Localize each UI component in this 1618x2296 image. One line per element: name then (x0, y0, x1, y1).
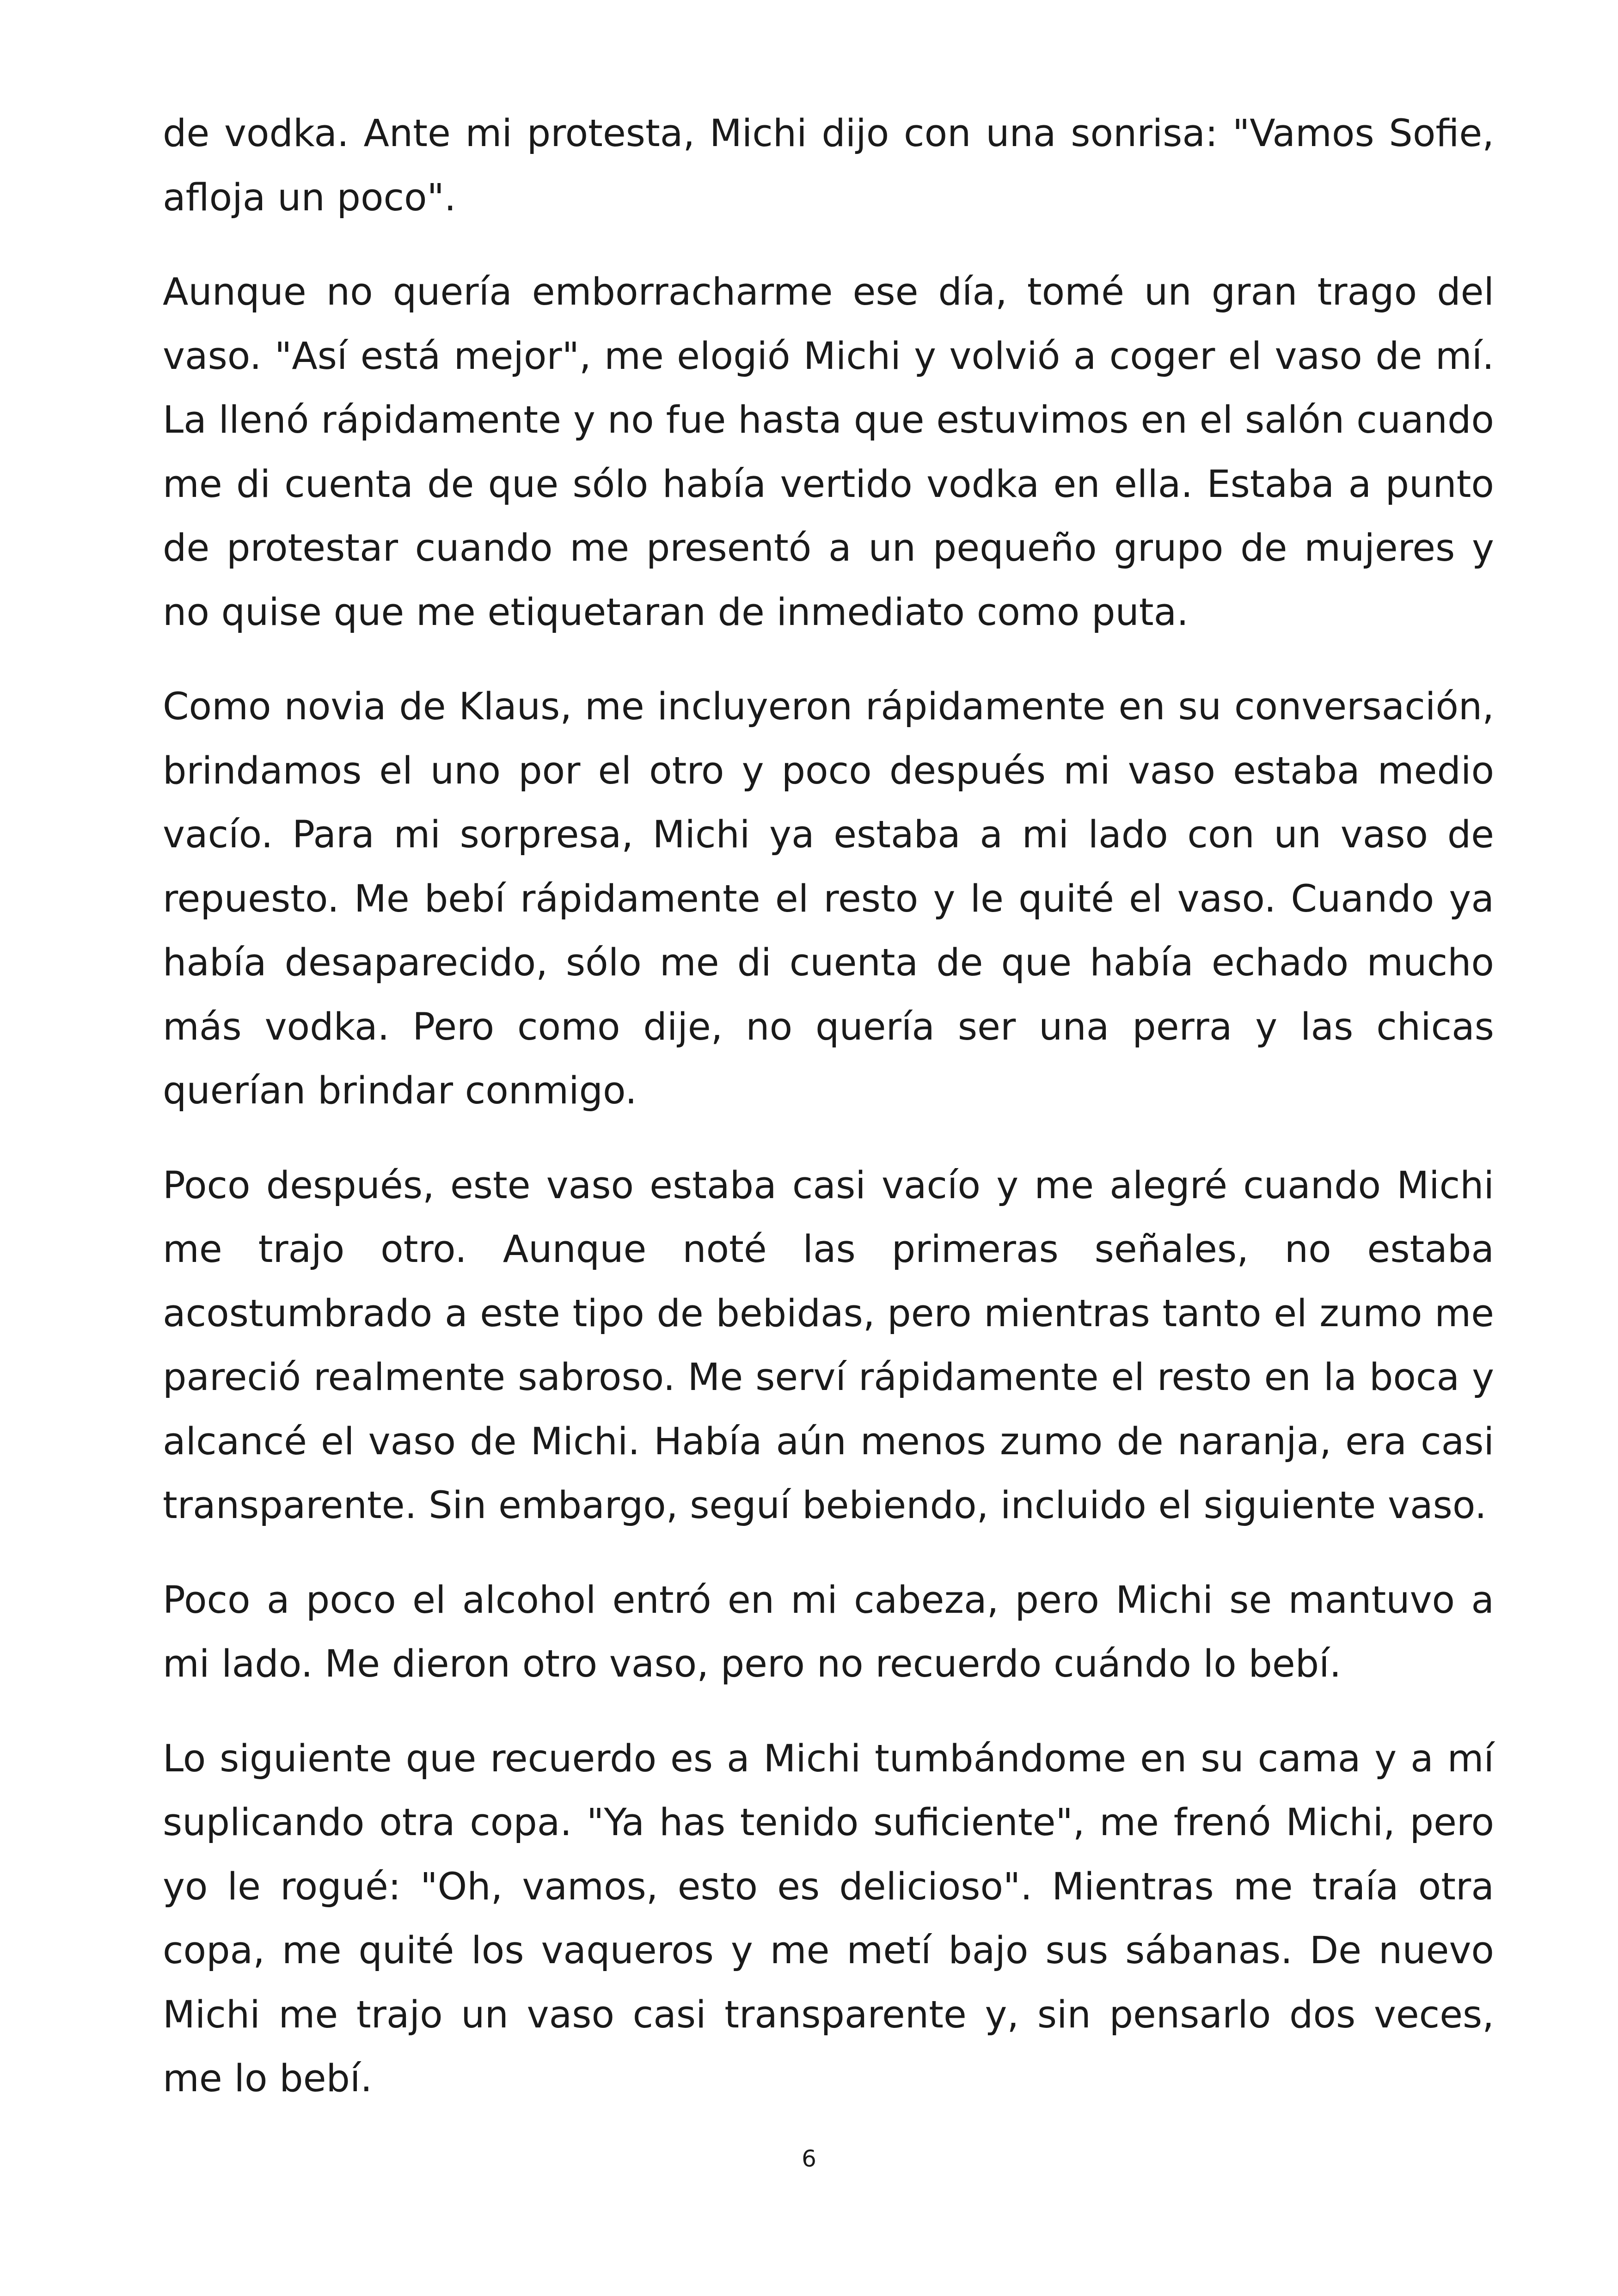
paragraph: Lo siguiente que recuerdo es a Michi tumbándome en su cama y a mí suplicando otra copa. "Ya has tenido suficiente", me frenó Michi, pero yo le rogué: "Oh, vamos, esto es delicioso". Mientras me traía otra copa, me quité los vaqueros y me metí bajo sus sábanas. De nuevo Michi me trajo un vaso casi transparente y, sin pensarlo dos veces, me lo bebí. (163, 1737, 1494, 2100)
paragraph: Aunque no quería emborracharme ese día, tomé un gran trago del vaso. "Así está mejor", me elogió Michi y volvió a coger el vaso de mí. La llenó rápidamente y no fue hasta que estuvimos en el salón cuando me di cuenta de que sólo había vertido vodka en ella. Estaba a punto de protestar cuando me presentó a un pequeño grupo de mujeres y no quise que me etiquetaran de inmediato como puta. (163, 270, 1494, 634)
paragraph: Poco después, este vaso estaba casi vacío y me alegré cuando Michi me trajo otro. Aunque noté las primeras señales, no estaba acostumbrado a este tipo de bebidas, pero mientras tanto el zumo me pareció realmente sabroso. Me serví rápidamente el resto en la boca y alcancé el vaso de Michi. Había aún menos zumo de naranja, era casi transparente. Sin embargo, seguí bebiendo, incluido el siguiente vaso. (163, 1163, 1494, 1527)
paragraph: Como novia de Klaus, me incluyeron rápidamente en su conversación, brindamos el uno por el otro y poco después mi vaso estaba medio vacío. Para mi sorpresa, Michi ya estaba a mi lado con un vaso de repuesto. Me bebí rápidamente el resto y le quité el vaso. Cuando ya había desaparecido, sólo me di cuenta de que había echado mucho más vodka. Pero como dije, no quería ser una perra y las chicas querían brindar conmigo. (163, 685, 1494, 1113)
page-number: 6 (802, 2145, 816, 2172)
paragraph: Poco a poco el alcohol entró en mi cabeza, pero Michi se mantuvo a mi lado. Me dieron otro vaso, pero no recuerdo cuándo lo bebí. (163, 1578, 1494, 1686)
body-text (163, 102, 1494, 2111)
paragraph: de vodka. Ante mi protesta, Michi dijo con una sonrisa: "Vamos Sofie, afloja un poco". (163, 112, 1494, 220)
